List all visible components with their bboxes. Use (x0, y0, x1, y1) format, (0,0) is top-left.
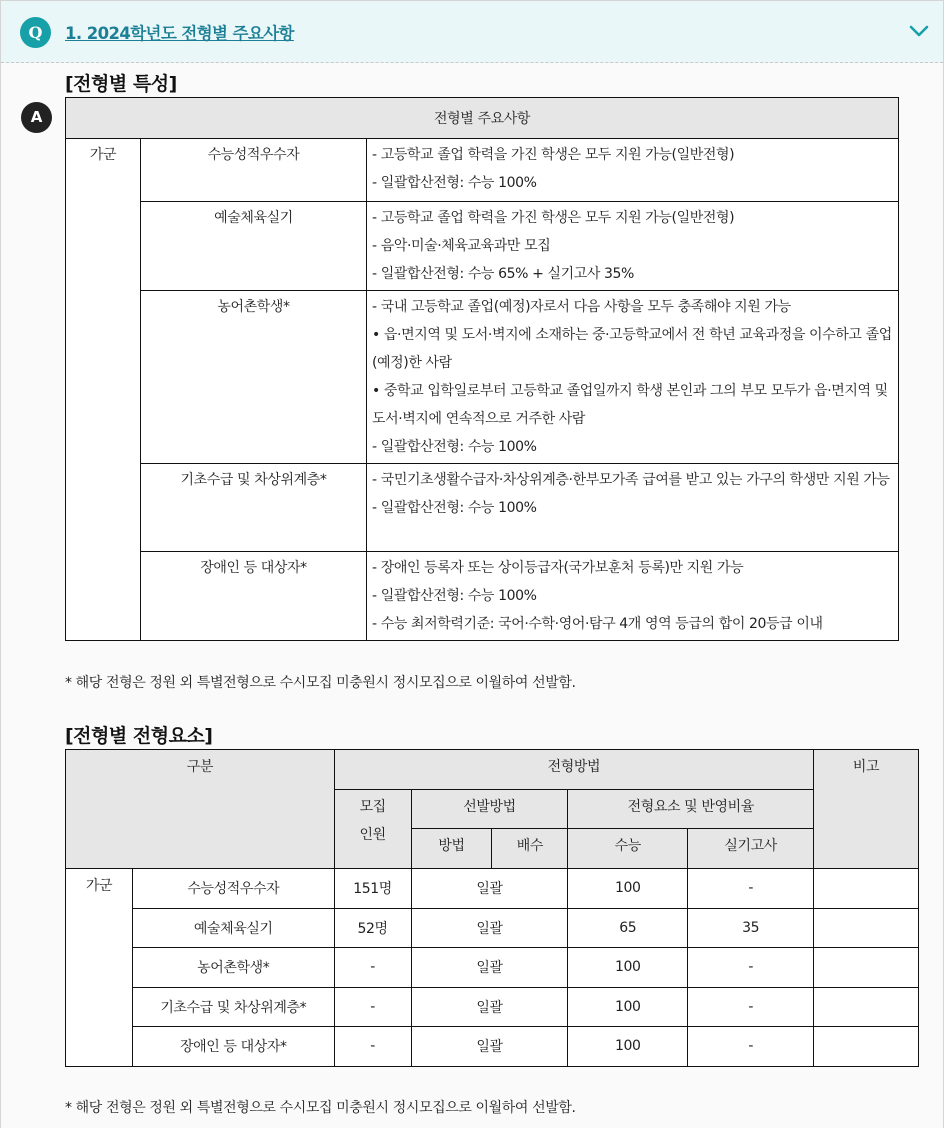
header-practical: 실기고사 (688, 829, 814, 869)
description-cell (367, 139, 899, 202)
description-line: - 일괄합산전형: 수능 100% (372, 500, 537, 516)
remarks (814, 1027, 919, 1067)
remarks (814, 987, 919, 1027)
selection-method: 일괄 (411, 908, 568, 948)
description-cell (367, 464, 899, 552)
description-line: - 일괄합산전형: 수능 100% (372, 588, 537, 604)
practical-ratio: - (688, 869, 814, 909)
table-row (66, 908, 919, 948)
description-line: - 일괄합산전형: 수능 65% + 실기고사 35% (372, 266, 634, 282)
question-header[interactable] (1, 1, 943, 63)
header-remarks: 비고 (814, 750, 919, 869)
characteristics-table (65, 97, 899, 641)
admission-type: 장애인 등 대상자* (141, 552, 367, 641)
csat-ratio: 100 (568, 987, 688, 1027)
table-row (66, 139, 899, 202)
header-category: 구분 (66, 750, 335, 869)
selection-method: 일괄 (411, 1027, 568, 1067)
table-header: 전형별 주요사항 (66, 98, 899, 139)
description-cell (367, 202, 899, 291)
csat-ratio: 100 (568, 948, 688, 988)
footnote: * 해당 전형은 정원 외 특별전형으로 수시모집 미충원시 정시모집으로 이월하여 선발함. (65, 675, 576, 691)
admission-type: 수능성적우수자 (132, 869, 334, 909)
header-csat: 수능 (568, 829, 688, 869)
admission-type: 기초수급 및 차상위계층* (141, 464, 367, 552)
recruit-count: - (334, 1027, 411, 1067)
description-line: - 일괄합산전형: 수능 100% (372, 439, 537, 455)
table-row (66, 291, 899, 464)
footnote: * 해당 전형은 정원 외 특별전형으로 수시모집 미충원시 정시모집으로 이월하여 선발함. (65, 1100, 576, 1116)
remarks (814, 908, 919, 948)
header-row (66, 750, 919, 790)
admission-type: 장애인 등 대상자* (132, 1027, 334, 1067)
elements-table (65, 749, 919, 1067)
description-cell (367, 552, 899, 641)
description-line: - 고등학교 졸업 학력을 가진 학생은 모두 지원 가능(일반전형) (372, 210, 735, 226)
csat-ratio: 100 (568, 1027, 688, 1067)
table-row (66, 869, 919, 909)
group-cell: 가군 (66, 139, 141, 641)
question-badge: Q (20, 17, 51, 48)
description-line: - 장애인 등록자 또는 상이등급자(국가보훈처 등록)만 지원 가능 (372, 560, 744, 576)
question-title[interactable]: 1. 2024학년도 전형별 주요사항 (65, 24, 294, 43)
table-row (66, 1027, 919, 1067)
chevron-down-icon[interactable] (909, 23, 929, 39)
admission-type: 농어촌학생* (132, 948, 334, 988)
selection-method: 일괄 (411, 869, 568, 909)
admission-type: 농어촌학생* (141, 291, 367, 464)
recruit-count: 151명 (334, 869, 411, 909)
description-line: • 읍·면지역 및 도서·벽지에 소재하는 중·고등학교에서 전 학년 교육과정을 이수하고 졸업(예정)한 사람 (372, 327, 892, 371)
admission-type: 예술체육실기 (132, 908, 334, 948)
section-title-characteristics: [전형별 특성] (65, 73, 177, 95)
practical-ratio: - (688, 1027, 814, 1067)
remarks (814, 869, 919, 909)
admission-type: 기초수급 및 차상위계층* (132, 987, 334, 1027)
selection-method: 일괄 (411, 948, 568, 988)
selection-method: 일괄 (411, 987, 568, 1027)
recruit-count: - (334, 987, 411, 1027)
admission-type: 수능성적우수자 (141, 139, 367, 202)
header-selection-method: 방법 (411, 829, 492, 869)
description-line: - 음악·미술·체육교육과만 모집 (372, 238, 551, 254)
table-row (66, 552, 899, 641)
table-row (66, 987, 919, 1027)
description-line: - 국내 고등학교 졸업(예정)자로서 다음 사항을 모두 충족해야 지원 가능 (372, 299, 791, 315)
table-header-row (66, 98, 899, 139)
description-line: - 고등학교 졸업 학력을 가진 학생은 모두 지원 가능(일반전형) (372, 147, 735, 163)
section-title-elements: [전형별 전형요소] (65, 725, 213, 747)
header-recruit-line: 인원 (359, 827, 386, 843)
table-row (66, 464, 899, 552)
header-elements: 전형요소 및 반영비율 (568, 790, 814, 829)
header-recruit-count (334, 790, 411, 869)
practical-ratio: 35 (688, 908, 814, 948)
csat-ratio: 100 (568, 869, 688, 909)
header-recruit-line: 모집 (359, 799, 386, 815)
table-row (66, 202, 899, 291)
remarks (814, 948, 919, 988)
description-line: - 일괄합산전형: 수능 100% (372, 175, 537, 191)
practical-ratio: - (688, 948, 814, 988)
recruit-count: 52명 (334, 908, 411, 948)
group-cell: 가군 (66, 869, 133, 1067)
description-cell (367, 291, 899, 464)
description-line: - 국민기초생활수급자·차상위계층·한부모가족 급여를 받고 있는 가구의 학생만 지원 가능 (372, 472, 890, 488)
description-line: - 수능 최저학력기준: 국어·수학·영어·탐구 4개 영역 등급의 합이 20등급 이내 (372, 616, 823, 632)
csat-ratio: 65 (568, 908, 688, 948)
recruit-count: - (334, 948, 411, 988)
header-selection: 선발방법 (411, 790, 568, 829)
header-selection-multiple: 배수 (492, 829, 568, 869)
practical-ratio: - (688, 987, 814, 1027)
description-line: • 중학교 입학일로부터 고등학교 졸업일까지 학생 본인과 그의 부모 모두가 읍·면지역 및 도서·벽지에 연속적으로 거주한 사람 (372, 383, 888, 427)
header-method: 전형방법 (334, 750, 813, 790)
answer-badge: A (21, 102, 52, 133)
table-row (66, 948, 919, 988)
admission-type: 예술체육실기 (141, 202, 367, 291)
